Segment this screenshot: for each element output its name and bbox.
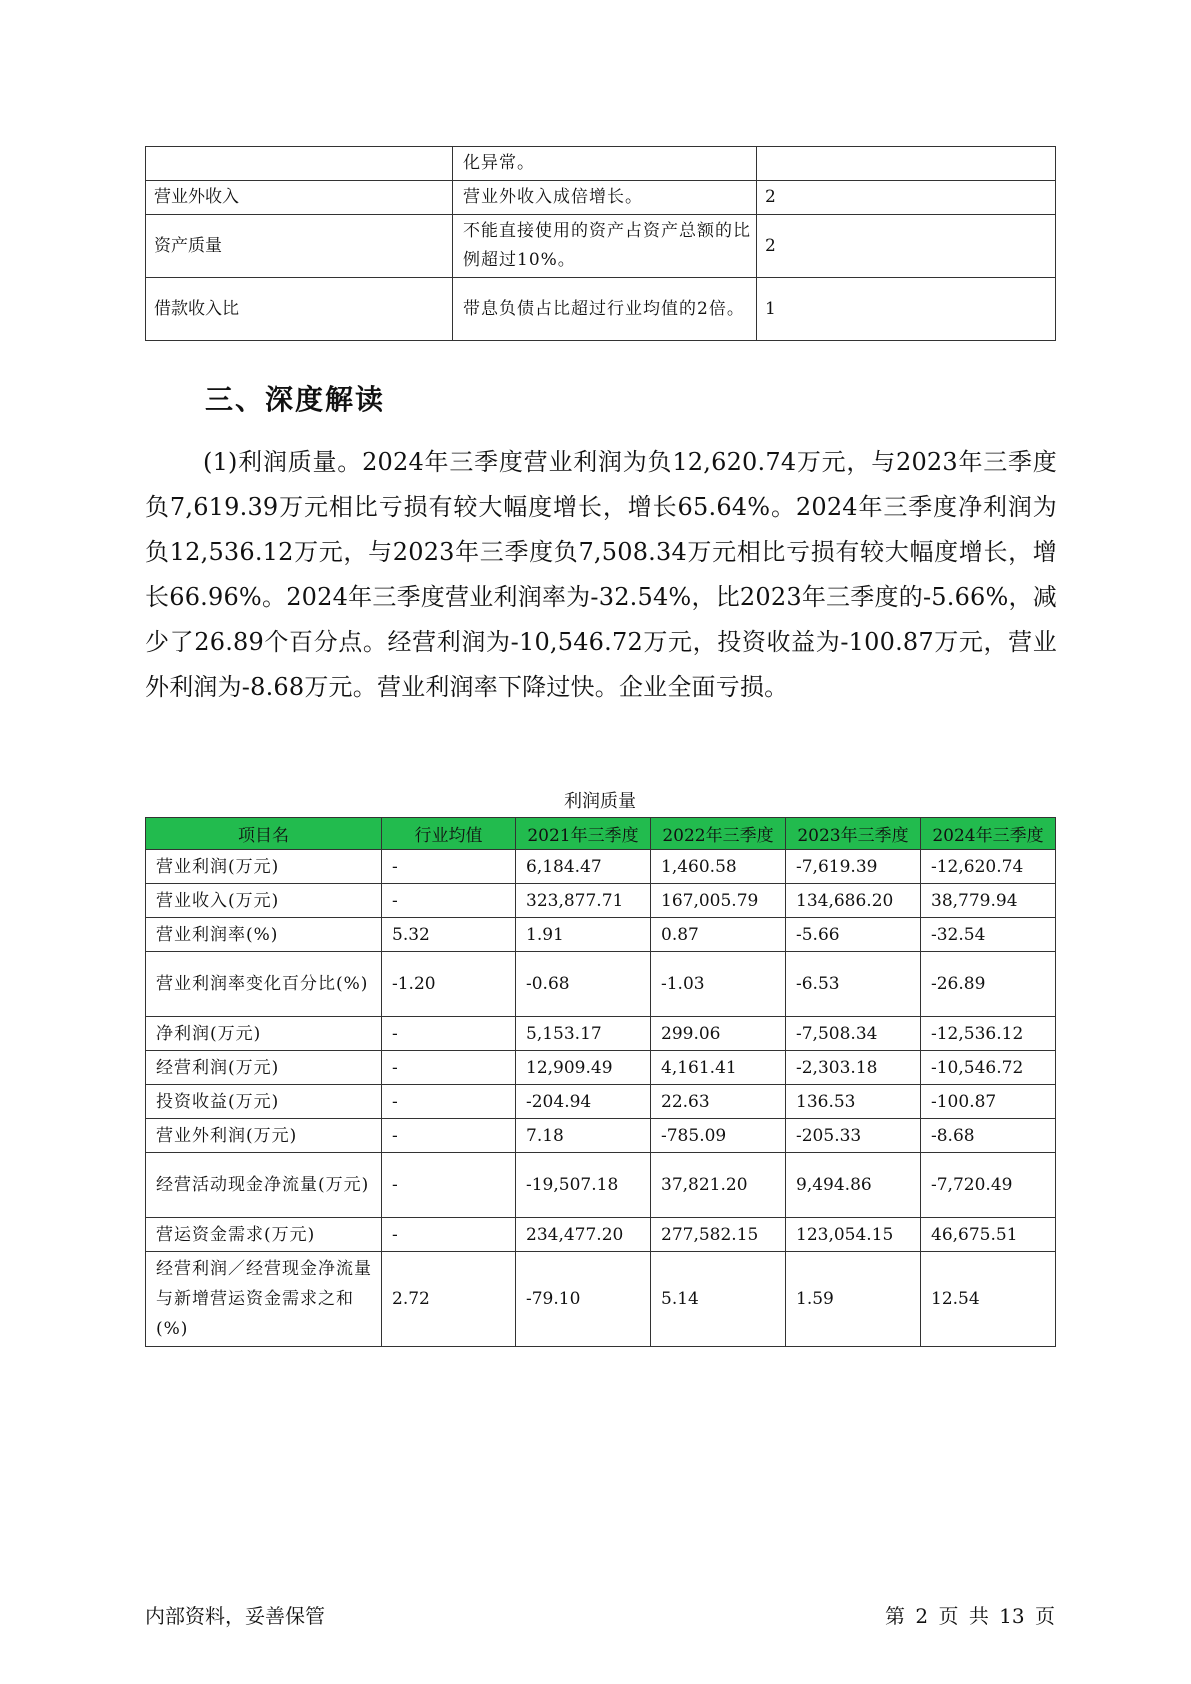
confidential-notice: 内部资料，妥善保管 <box>145 1604 325 1628</box>
value-2022q3: 0.87 <box>651 918 786 952</box>
value-2021q3: 6,184.47 <box>516 850 651 884</box>
value-2021q3: -19,507.18 <box>516 1153 651 1218</box>
table-row <box>146 1017 1056 1051</box>
industry-avg-cell: 5.32 <box>382 918 516 952</box>
row-label: 营业利润率变化百分比(%) <box>146 952 382 1017</box>
row-label: 营业外利润(万元) <box>146 1119 382 1153</box>
table-row <box>146 181 1056 215</box>
header-item-name: 项目名 <box>146 818 382 850</box>
table-row <box>146 884 1056 918</box>
value-2024q3: -12,536.12 <box>921 1017 1056 1051</box>
table-row <box>146 1119 1056 1153</box>
header-industry-avg: 行业均值 <box>382 818 516 850</box>
row-label: 营业利润(万元) <box>146 850 382 884</box>
indicator-name <box>146 147 453 181</box>
indicator-score: 1 <box>757 278 1056 341</box>
header-2021q3: 2021年三季度 <box>516 818 651 850</box>
industry-avg-cell: - <box>382 1218 516 1252</box>
value-2023q3: -7,619.39 <box>786 850 921 884</box>
indicator-score <box>757 147 1056 181</box>
table-row <box>146 1252 1056 1347</box>
row-label: 营运资金需求(万元) <box>146 1218 382 1252</box>
value-2021q3: 5,153.17 <box>516 1017 651 1051</box>
value-2024q3: -100.87 <box>921 1085 1056 1119</box>
industry-avg-cell: -1.20 <box>382 952 516 1017</box>
page-number: 第 2 页 共 13 页 <box>885 1604 1055 1628</box>
profit-quality-table <box>145 817 1056 1347</box>
value-2021q3: 7.18 <box>516 1119 651 1153</box>
value-2023q3: 1.59 <box>786 1252 921 1347</box>
industry-avg-cell: - <box>382 1017 516 1051</box>
value-2024q3: -26.89 <box>921 952 1056 1017</box>
indicator-description: 带息负债占比超过行业均值的2倍。 <box>453 278 757 341</box>
value-2021q3: 234,477.20 <box>516 1218 651 1252</box>
row-label: 经营活动现金净流量(万元) <box>146 1153 382 1218</box>
value-2022q3: -785.09 <box>651 1119 786 1153</box>
indicator-name: 资产质量 <box>146 215 453 278</box>
value-2022q3: -1.03 <box>651 952 786 1017</box>
section-heading: 三、深度解读 <box>205 383 386 416</box>
value-2021q3: 1.91 <box>516 918 651 952</box>
value-2021q3: -79.10 <box>516 1252 651 1347</box>
value-2024q3: 46,675.51 <box>921 1218 1056 1252</box>
value-2024q3: -32.54 <box>921 918 1056 952</box>
value-2023q3: 134,686.20 <box>786 884 921 918</box>
value-2024q3: 12.54 <box>921 1252 1056 1347</box>
analysis-paragraph: (1)利润质量。2024年三季度营业利润为负12,620.74万元，与2023年三季度负7,619.39万元相比亏损有较大幅度增长，增长65.64%。2024年三季度净利润为负12,536.12万元，与2023年三季度负7,508.34万元相比亏损有较大幅度增长，增长66.96%。2024年三季度营业利润率为-32.54%，比2023年三季度的-5.66%，减少了26.89个百分点。经营利润为-10,546.72万元，投资收益为-100.87万元，营业外利润为-8.68万元。营业利润率下降过快。企业全面亏损。 <box>145 448 1057 701</box>
value-2023q3: 9,494.86 <box>786 1153 921 1218</box>
table-row <box>146 952 1056 1017</box>
indicator-score: 2 <box>757 215 1056 278</box>
value-2023q3: -2,303.18 <box>786 1051 921 1085</box>
value-2024q3: -7,720.49 <box>921 1153 1056 1218</box>
industry-avg-cell: - <box>382 1051 516 1085</box>
value-2023q3: -7,508.34 <box>786 1017 921 1051</box>
value-2022q3: 277,582.15 <box>651 1218 786 1252</box>
table-caption: 利润质量 <box>564 791 636 812</box>
header-2022q3: 2022年三季度 <box>651 818 786 850</box>
row-label: 经营利润(万元) <box>146 1051 382 1085</box>
industry-avg-cell: - <box>382 1153 516 1218</box>
header-2023q3: 2023年三季度 <box>786 818 921 850</box>
table-row <box>146 215 1056 278</box>
table-row <box>146 1051 1056 1085</box>
indicator-score: 2 <box>757 181 1056 215</box>
value-2023q3: -205.33 <box>786 1119 921 1153</box>
table-row <box>146 1153 1056 1218</box>
value-2024q3: -8.68 <box>921 1119 1056 1153</box>
indicator-name: 营业外收入 <box>146 181 453 215</box>
value-2023q3: 123,054.15 <box>786 1218 921 1252</box>
risk-indicator-table <box>145 146 1056 341</box>
table-row <box>146 850 1056 884</box>
value-2022q3: 1,460.58 <box>651 850 786 884</box>
table-row <box>146 278 1056 341</box>
value-2021q3: -204.94 <box>516 1085 651 1119</box>
value-2021q3: -0.68 <box>516 952 651 1017</box>
row-label: 净利润(万元) <box>146 1017 382 1051</box>
value-2023q3: 136.53 <box>786 1085 921 1119</box>
header-2024q3: 2024年三季度 <box>921 818 1056 850</box>
value-2022q3: 22.63 <box>651 1085 786 1119</box>
row-label: 经营利润／经营现金净流量与新增营运资金需求之和(%) <box>146 1252 382 1347</box>
industry-avg-cell: - <box>382 1119 516 1153</box>
value-2023q3: -6.53 <box>786 952 921 1017</box>
indicator-name: 借款收入比 <box>146 278 453 341</box>
table-row <box>146 1085 1056 1119</box>
row-label: 营业收入(万元) <box>146 884 382 918</box>
value-2024q3: -12,620.74 <box>921 850 1056 884</box>
industry-avg-cell: - <box>382 850 516 884</box>
row-label: 营业利润率(%) <box>146 918 382 952</box>
value-2022q3: 5.14 <box>651 1252 786 1347</box>
table-row <box>146 1218 1056 1252</box>
indicator-description: 营业外收入成倍增长。 <box>453 181 757 215</box>
industry-avg-cell: - <box>382 1085 516 1119</box>
value-2021q3: 323,877.71 <box>516 884 651 918</box>
value-2024q3: 38,779.94 <box>921 884 1056 918</box>
table-header-row <box>146 818 1056 850</box>
industry-avg-cell: - <box>382 884 516 918</box>
row-label: 投资收益(万元) <box>146 1085 382 1119</box>
indicator-description: 化异常。 <box>453 147 757 181</box>
value-2022q3: 4,161.41 <box>651 1051 786 1085</box>
value-2023q3: -5.66 <box>786 918 921 952</box>
indicator-description: 不能直接使用的资产占资产总额的比例超过10%。 <box>453 215 757 278</box>
value-2024q3: -10,546.72 <box>921 1051 1056 1085</box>
table-row <box>146 918 1056 952</box>
table-row <box>146 147 1056 181</box>
industry-avg-cell: 2.72 <box>382 1252 516 1347</box>
value-2022q3: 167,005.79 <box>651 884 786 918</box>
value-2021q3: 12,909.49 <box>516 1051 651 1085</box>
value-2022q3: 37,821.20 <box>651 1153 786 1218</box>
value-2022q3: 299.06 <box>651 1017 786 1051</box>
